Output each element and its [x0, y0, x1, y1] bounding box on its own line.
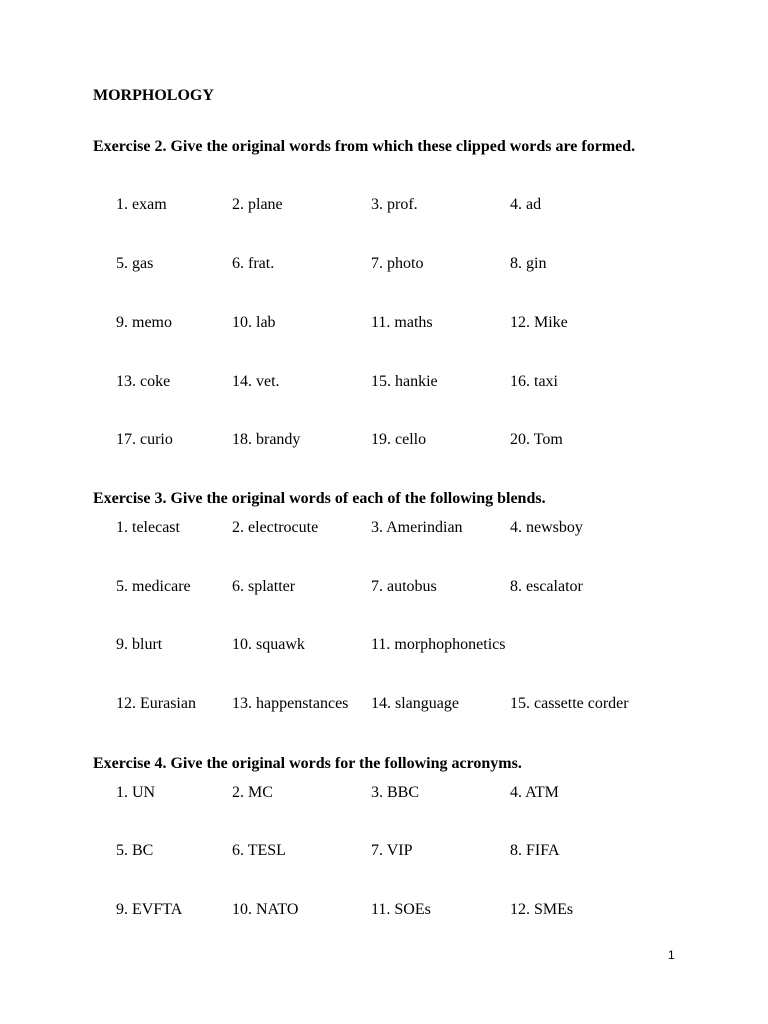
- exercise-3-item: 3. Amerindian: [371, 519, 463, 536]
- exercise-3-item: 4. newsboy: [510, 519, 583, 536]
- exercise-2-row-2: [0, 255, 768, 275]
- exercise-2-item: 1. exam: [116, 196, 167, 213]
- exercise-3-row-2: [0, 578, 768, 598]
- page-number: 1: [668, 948, 675, 962]
- exercise-2-item: 16. taxi: [510, 373, 558, 390]
- exercise-4-row-3: [0, 901, 768, 921]
- exercise-4-item: 10. NATO: [232, 901, 299, 918]
- exercise-3-item: 15. cassette corder: [510, 695, 629, 712]
- exercise-4-item: 9. EVFTA: [116, 901, 183, 918]
- exercise-4-item: 3. BBC: [371, 784, 420, 801]
- page-heading: MORPHOLOGY: [93, 87, 214, 104]
- exercise-3-item: 2. electrocute: [232, 519, 319, 536]
- exercise-3-item: 5. medicare: [116, 578, 191, 595]
- exercise-3-item: 7. autobus: [371, 578, 437, 595]
- exercise-2-item: 5. gas: [116, 255, 154, 272]
- exercise-2-row-4: [0, 373, 768, 393]
- exercise-4-row-2: [0, 842, 768, 862]
- exercise-2-item: 18. brandy: [232, 431, 301, 448]
- exercise-4-item: 6. TESL: [232, 842, 286, 859]
- exercise-2-row-5: [0, 431, 768, 451]
- exercise-2-item: 2. plane: [232, 196, 283, 213]
- exercise-3-item: 6. splatter: [232, 578, 296, 595]
- exercise-2-item: 10. lab: [232, 314, 276, 331]
- exercise-2-item: 13. coke: [116, 373, 171, 390]
- exercise-4-item: 1. UN: [116, 784, 156, 801]
- exercise-2-item: 20. Tom: [510, 431, 563, 448]
- exercise-2-item: 14. vet.: [232, 373, 280, 390]
- exercise-2-item: 3. prof.: [371, 196, 418, 213]
- exercise-3-item: 8. escalator: [510, 578, 583, 595]
- exercise-4-item: 12. SMEs: [510, 901, 574, 918]
- exercise-2-item: 11. maths: [371, 314, 433, 331]
- exercise-2-row-3: [0, 314, 768, 334]
- exercise-3-row-1: [0, 519, 768, 539]
- exercise-3-item: 11. morphophonetics: [371, 636, 506, 653]
- exercise-3-row-4: [0, 695, 768, 715]
- exercise-4-title: Exercise 4. Give the original words for the following acronyms.: [93, 755, 522, 772]
- exercise-2-item: 12. Mike: [510, 314, 568, 331]
- exercise-2-item: 19. cello: [371, 431, 427, 448]
- exercise-3-item: 1. telecast: [116, 519, 180, 536]
- exercise-3-item: 9. blurt: [116, 636, 163, 653]
- exercise-2-item: 4. ad: [510, 196, 542, 213]
- exercise-4-item: 11. SOEs: [371, 901, 431, 918]
- exercise-4-item: 7. VIP: [371, 842, 413, 859]
- exercise-2-item: 7. photo: [371, 255, 424, 272]
- exercise-3-item: 13. happenstances: [232, 695, 349, 712]
- exercise-3-item: 14. slanguage: [371, 695, 459, 712]
- exercise-3-row-3: [0, 636, 768, 656]
- exercise-2-item: 17. curio: [116, 431, 173, 448]
- exercise-3-item: 12. Eurasian: [116, 695, 196, 712]
- exercise-2-title: Exercise 2. Give the original words from which these clipped words are formed.: [93, 138, 636, 155]
- exercise-3-item: 10. squawk: [232, 636, 305, 653]
- exercise-3-title: Exercise 3. Give the original words of each of the following blends.: [93, 490, 546, 507]
- exercise-2-row-1: [0, 196, 768, 216]
- exercise-2-item: 8. gin: [510, 255, 547, 272]
- exercise-4-item: 4. ATM: [510, 784, 559, 801]
- exercise-4-item: 5. BC: [116, 842, 154, 859]
- exercise-2-item: 15. hankie: [371, 373, 438, 390]
- exercise-4-row-1: [0, 784, 768, 804]
- exercise-2-item: 6. frat.: [232, 255, 275, 272]
- exercise-2-item: 9. memo: [116, 314, 172, 331]
- exercise-4-item: 8. FIFA: [510, 842, 560, 859]
- exercise-4-item: 2. MC: [232, 784, 273, 801]
